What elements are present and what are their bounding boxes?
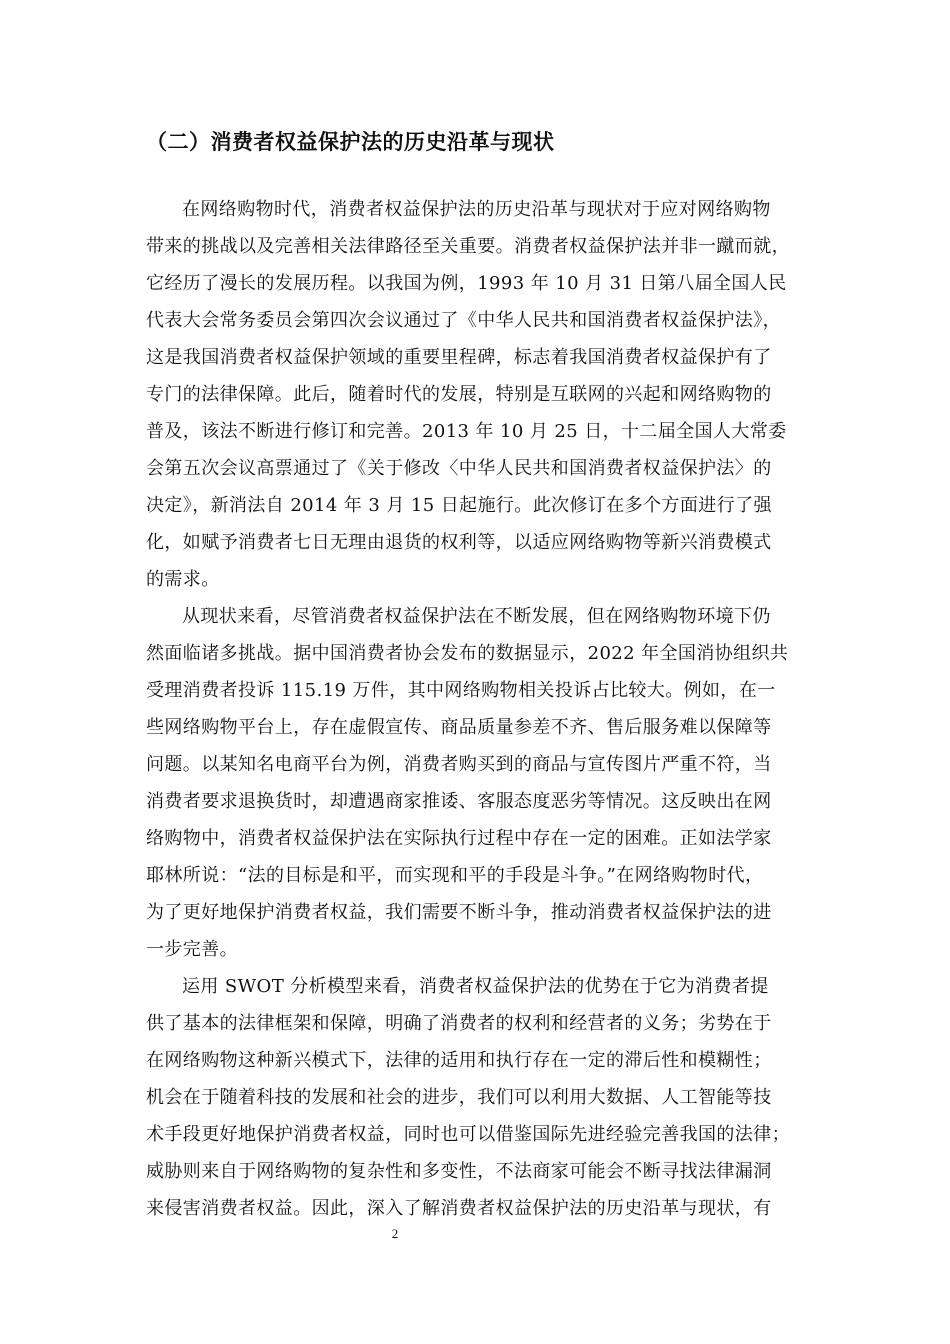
paragraph-line: 运用 SWOT 分析模型来看，消费者权益保护法的优势在于它为消费者提 — [182, 976, 769, 997]
paragraph-line: 普及，该法不断进行修订和完善。2013 年 10 月 25 日，十二届全国人大常委 — [146, 421, 787, 442]
paragraph-line: 然面临诸多挑战。据中国消费者协会发布的数据显示，2022 年全国消协组织共 — [146, 643, 789, 664]
paragraph-line: 术手段更好地保护消费者权益，同时也可以借鉴国际先进经验完善我国的法律； — [146, 1124, 790, 1145]
paragraph-line: 在网络购物这种新兴模式下，法律的适用和执行存在一定的滞后性和模糊性； — [146, 1050, 772, 1071]
paragraph-line: 消费者要求退换货时，却遭遇商家推诿、客服态度恶劣等情况。这反映出在网 — [146, 791, 772, 812]
paragraph-line: 些网络购物平台上，存在虚假宣传、商品质量参差不齐、售后服务难以保障等 — [146, 717, 772, 738]
page-number: 2 — [391, 1226, 399, 1241]
paragraph-line: 来侵害消费者权益。因此，深入了解消费者权益保护法的历史沿革与现状，有 — [146, 1198, 772, 1219]
paragraph-line: 决定》，新消法自 2014 年 3 月 15 日起施行。此次修订在多个方面进行了强 — [146, 495, 772, 516]
paragraph-line: 为了更好地保护消费者权益，我们需要不断斗争，推动消费者权益保护法的进 — [146, 902, 772, 923]
paragraph-line: 专门的法律保障。此后，随着时代的发展，特别是互联网的兴起和网络购物的 — [146, 384, 772, 405]
paragraph-line: 问题。以某知名电商平台为例，消费者购买到的商品与宣传图片严重不符，当 — [146, 754, 772, 775]
paragraph-line: 会第五次会议高票通过了《关于修改〈中华人民共和国消费者权益保护法〉的 — [146, 458, 772, 479]
paragraph-line: 它经历了漫长的发展历程。以我国为例，1993 年 10 月 31 日第八届全国人民 — [146, 273, 787, 294]
paragraph-line: 一步完善。 — [146, 939, 238, 960]
paragraph-line: 耶林所说：“法的目标是和平，而实现和平的手段是斗争。”在网络购物时代， — [146, 865, 764, 886]
paragraph-line: 供了基本的法律框架和保障，明确了消费者的权利和经营者的义务；劣势在于 — [146, 1013, 772, 1034]
paragraph-line: 威胁则来自于网络购物的复杂性和多变性，不法商家可能会不断寻找法律漏洞 — [146, 1161, 772, 1182]
paragraph-line: 从现状来看，尽管消费者权益保护法在不断发展，但在网络购物环境下仍 — [182, 606, 771, 627]
paragraph-line: 带来的挑战以及完善相关法律路径至关重要。消费者权益保护法并非一蹴而就， — [146, 236, 790, 257]
paragraph-line: 在网络购物时代，消费者权益保护法的历史沿革与现状对于应对网络购物 — [182, 199, 771, 220]
section-heading: （二）消费者权益保护法的历史沿革与现状 — [146, 130, 555, 154]
paragraph-line: 化，如赋予消费者七日无理由退货的权利等，以适应网络购物等新兴消费模式 — [146, 532, 772, 553]
paragraph-line: 机会在于随着科技的发展和社会的进步，我们可以利用大数据、人工智能等技 — [146, 1087, 772, 1108]
paragraph-line: 代表大会常务委员会第四次会议通过了《中华人民共和国消费者权益保护法》， — [146, 310, 781, 331]
paragraph-line: 络购物中，消费者权益保护法在实际执行过程中存在一定的困难。正如法学家 — [146, 828, 772, 849]
paragraph-line: 受理消费者投诉 115.19 万件，其中网络购物相关投诉占比较大。例如，在一 — [146, 680, 776, 701]
paragraph-line: 这是我国消费者权益保护领域的重要里程碑，标志着我国消费者权益保护有了 — [146, 347, 772, 368]
paragraph-line: 的需求。 — [146, 569, 220, 590]
